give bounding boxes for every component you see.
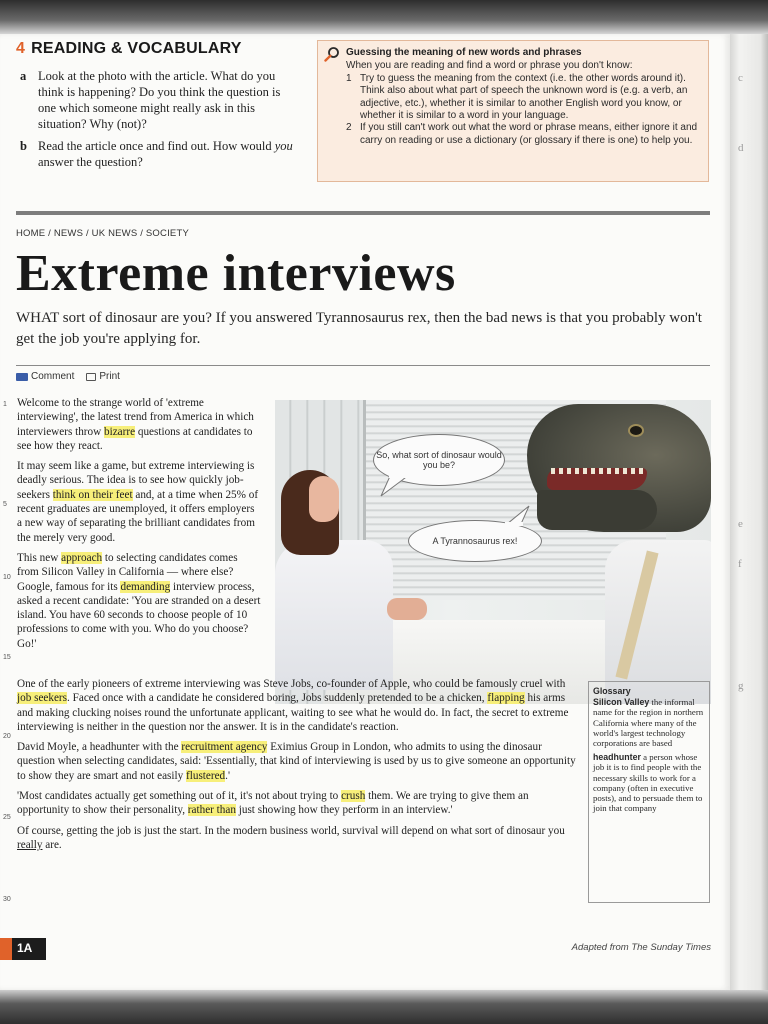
section-title: READING & VOCABULARY (31, 40, 242, 57)
printer-icon (86, 373, 96, 381)
task-letter: a (20, 69, 27, 83)
highlighted-vocab: job seekers (17, 692, 68, 705)
line-number: 1 (3, 401, 7, 408)
paragraph: Of course, getting the job is just the start. In the modern business world, survival will depend on what sort of dinosaur you really are. (17, 824, 565, 851)
highlighted-vocab: recruitment agency (181, 741, 268, 754)
edge-letter: e (738, 518, 743, 530)
highlighted-vocab: crush (341, 790, 366, 803)
line-number: 15 (3, 654, 11, 661)
paragraph: 'Most candidates actually get something out of it, it's not about trying to crush them. We are trying to give them an opportunity to show their personality, rather than just showing how they perform in an interview.' (17, 790, 529, 817)
tip-item: 2 If you still can't work out what the word or phrase means, either ignore it and carry on reading or use a dictionary (or glossary if there is one) to help you. (346, 122, 698, 146)
glossary-box (588, 681, 710, 903)
tip-title: Guessing the meaning of new words and phrases (346, 47, 582, 58)
section-number: 4 (16, 40, 26, 57)
unit-label: 1A (17, 941, 33, 955)
highlighted-vocab: rather than (187, 804, 236, 817)
source-credit: Adapted from The Sunday Times (571, 942, 711, 953)
article-body-wide (17, 677, 579, 858)
section-heading (16, 40, 242, 58)
line-number: 10 (3, 574, 11, 581)
edge-letter: f (738, 558, 742, 570)
candidate-figure (605, 540, 711, 704)
scan-shadow-bottom (0, 990, 768, 1024)
glossary-entry: headhunter a person whose job it is to find people with the necessary skills to work for a company (often in executive posts), and to persuade them to join that company (593, 752, 703, 814)
highlighted-vocab: think on their feet (52, 488, 133, 501)
highlighted-vocab: demanding (120, 580, 171, 593)
divider (16, 365, 710, 366)
glossary-entry: Silicon Valley the informal name for the region in northern California where many of the world's largest technology corporations are based (593, 697, 704, 749)
speech-bubble-answer: A Tyrannosaurus rex! (408, 520, 542, 562)
comment-icon (16, 373, 28, 381)
comment-link[interactable]: Comment (16, 371, 74, 382)
task-b (20, 138, 295, 170)
article-actions (16, 371, 120, 382)
article-body-left (17, 396, 262, 657)
interviewer-figure (275, 540, 393, 690)
paragraph: One of the early pioneers of extreme interviewing was Steve Jobs, co-founder of Apple, who could be famously cruel with job seekers. Faced once with a candidate he considered boring, Jobs suddenly pretended to be a chicken, flapping his arms and making clucking noises round the unfortunate applicant, waiting to see what he would do. In fact, the secret to extreme interviewing is neither in the question nor the answer. It is in the candidate's reaction. (17, 678, 569, 733)
line-number: 30 (3, 896, 11, 903)
paragraph: David Moyle, a headhunter with the recruitment agency Eximius Group in London, who admits to using the dinosaur question when selecting candidates, said: 'Essentially, that kind of interviewing is used by us to give someone an opportunity to show they are smart and not easily flustered.' (17, 741, 576, 782)
highlighted-vocab: flustered (186, 769, 226, 782)
highlighted-vocab: bizarre (104, 425, 136, 438)
line-number: 5 (3, 501, 7, 508)
scan-shadow-top (0, 0, 768, 34)
bubble-tail (503, 504, 531, 526)
task-text: Look at the photo with the article. What do you think is happening? Do you think the question is one which someone might really ask in this situation? Why (not)? (38, 69, 281, 131)
task-letter: b (20, 139, 27, 153)
edge-letter: c (738, 72, 743, 84)
highlighted-vocab: approach (61, 551, 103, 564)
highlighted-vocab: flapping (487, 692, 525, 705)
speech-bubble-question: So, what sort of dinosaur would you be? (373, 434, 505, 486)
paragraph: Welcome to the strange world of 'extreme interviewing', the latest trend from America in which interviewers throw bizarre questions at candidates to see how they react. (17, 397, 254, 452)
reading-tip-box (317, 40, 709, 182)
task-a (20, 68, 295, 132)
divider (16, 211, 710, 215)
article-headline: Extreme interviews (16, 245, 456, 302)
task-text: Read the article once and find out. How would you answer the question? (38, 139, 293, 169)
article-photo (275, 400, 711, 704)
breadcrumb: HOME / NEWS / UK NEWS / SOCIETY (16, 228, 189, 239)
line-number: 25 (3, 814, 11, 821)
edge-letter: d (738, 142, 744, 154)
edge-letter: g (738, 680, 744, 692)
paragraph: This new approach to selecting candidates comes from Silicon Valley in California — where else? Google, famous for its demanding interview process, asked a recent candidate: 'You are stranded on a desert island. You have 60 seconds to choose people of 10 professions to come with you. Who do you choose? Go!' (17, 551, 261, 650)
next-page-edge (730, 34, 768, 990)
tip-item: 1 Try to guess the meaning from the context (i.e. the other words around it). Think also about what part of speech the unknown word is (e.g. a verb, an adjective, etc.), whether it is similar to another English word you know, or whether it is similar to a word in your language. (346, 72, 688, 122)
line-number: 20 (3, 733, 11, 740)
glossary-title: Glossary (593, 686, 631, 696)
bubble-tail (379, 474, 409, 498)
magnifier-icon (324, 46, 340, 62)
article-standfirst: WHAT sort of dinosaur are you? If you answered Tyrannosaurus rex, then the bad news is that you probably won't get the job you're applying for. (16, 310, 702, 347)
underlined-word: really (17, 838, 43, 851)
print-link[interactable]: Print (86, 371, 120, 382)
tip-intro: When you are reading and find a word or phrase you don't know: (346, 60, 633, 72)
unit-badge (0, 938, 46, 960)
paragraph: It may seem like a game, but extreme interviewing is deadly serious. The idea is to see how quickly job-seekers think on their feet and, at a time when 25% of recent graduates are unemployed, it offers employers a new way of separating the brilliant candidates from the merely very good. (17, 460, 259, 544)
